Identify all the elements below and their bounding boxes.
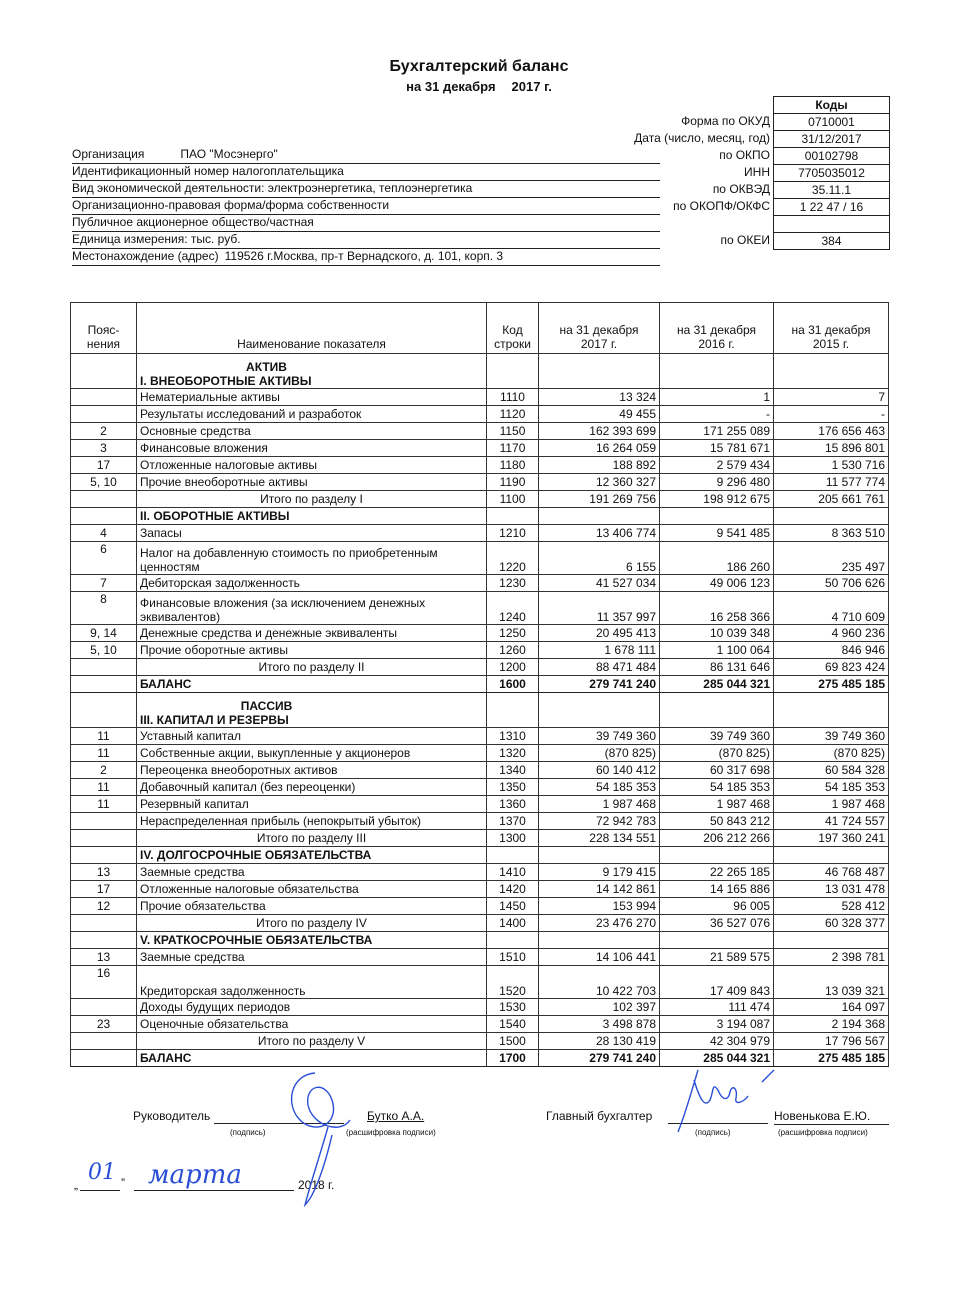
table-row: 3 Финансовые вложения 1170 16 264 059 15 781 671 15 896 801 xyxy=(71,440,889,457)
table-row: 7 Дебиторская задолженность 1230 41 527 034 49 006 123 50 706 626 xyxy=(71,575,889,592)
table-row: 2 Основные средства 1150 162 393 699 171 255 089 176 656 463 xyxy=(71,423,889,440)
table-row: 11 Уставный капитал 1310 39 749 360 39 749 360 39 749 360 xyxy=(71,728,889,745)
accountant-decode-caption: (расшифровка подписи) xyxy=(778,1128,868,1137)
header-2017: на 31 декабря 2017 г. xyxy=(539,303,660,354)
date-quote-open: „ xyxy=(74,1178,78,1192)
legal-form-line: Организационно-правовая форма/форма собственности xyxy=(72,198,660,215)
table-row: 11 Резервный капитал 1360 1 987 468 1 987 468 1 987 468 xyxy=(71,796,889,813)
table-header-row xyxy=(71,303,889,354)
unit-line: Единица измерения: тыс. руб. xyxy=(72,232,660,249)
section-5-row xyxy=(71,932,889,949)
section-4-title: IV. ДОЛГОСРОЧНЫЕ ОБЯЗАТЕЛЬСТВА xyxy=(137,847,487,864)
org-label: Организация xyxy=(72,147,145,161)
code-empty xyxy=(774,216,889,233)
table-row: 2 Переоценка внеоборотных активов 1340 60 140 412 60 317 698 60 584 328 xyxy=(71,762,889,779)
table-row: Нематериальные активы 1110 13 324 1 7 xyxy=(71,389,889,406)
accountant-signature-icon xyxy=(670,1060,790,1140)
address-value: 119526 г.Москва, пр-т Вернадского, д. 101, корп. 3 xyxy=(224,249,504,263)
balance-liabilities-row: БАЛАНС 1700 279 741 240 285 044 321 275 485 185 xyxy=(71,1050,889,1067)
balance-table xyxy=(70,302,889,1067)
table-row: 4 Запасы 1210 13 406 774 9 541 485 8 363 510 xyxy=(71,525,889,542)
org-line xyxy=(72,147,660,164)
section-heading-row xyxy=(71,693,889,728)
table-row: 11 Собственные акции, выкупленные у акционеров 1320 (870 825) (870 825) (870 825) xyxy=(71,745,889,762)
header-2016: на 31 декабря 2016 г. xyxy=(660,303,774,354)
address-label: Местонахождение (адрес) xyxy=(72,249,219,263)
table-row: Результаты исследований и разработок 1120 49 455 - - xyxy=(71,406,889,423)
code-date: 31/12/2017 xyxy=(774,131,889,148)
date-day: 01 xyxy=(88,1160,116,1185)
header-name: Наименование показателя xyxy=(137,303,487,354)
label-okopf: по ОКОПФ/ОКФС xyxy=(673,199,770,213)
subtitle-year: 2017 г. xyxy=(511,79,552,94)
table-row: Нераспределенная прибыль (непокрытый убыток) 1370 72 942 783 50 843 212 41 724 557 xyxy=(71,813,889,830)
document-title: Бухгалтерский баланс xyxy=(389,58,569,75)
code-okei: 384 xyxy=(821,234,842,248)
code-inn: 7705035012 xyxy=(774,165,889,182)
head-decode-caption: (расшифровка подписи) xyxy=(346,1128,436,1137)
total-row-section-4: Итого по разделу IV 1400 23 476 270 36 527 076 60 328 377 xyxy=(71,915,889,932)
head-signature-icon xyxy=(270,1065,370,1215)
table-row: 17 Отложенные налоговые обязательства 1420 14 142 861 14 165 886 13 031 478 xyxy=(71,881,889,898)
section-2-title: II. ОБОРОТНЫЕ АКТИВЫ xyxy=(137,508,487,525)
head-name: Бутко А.А. xyxy=(367,1109,425,1123)
label-okved: по ОКВЭД xyxy=(712,182,770,196)
table-row: 5, 10 Прочие оборотные активы 1260 1 678 111 1 100 064 846 946 xyxy=(71,642,889,659)
codes-box xyxy=(773,96,890,250)
legal-form-value: Публичное акционерное общество/частная xyxy=(72,215,660,232)
header-notes: Пояс- нения xyxy=(71,303,137,354)
table-row: 13 Заемные средства 1510 14 106 441 21 589 575 2 398 781 xyxy=(71,949,889,966)
accountant-name: Новенькова Е.Ю. xyxy=(774,1109,889,1125)
header-2015: на 31 декабря 2015 г. xyxy=(774,303,889,354)
date-day-line xyxy=(80,1190,120,1191)
label-okud: Форма по ОКУД xyxy=(681,114,770,128)
label-date: Дата (число, месяц, год) xyxy=(634,131,770,145)
section-4-row xyxy=(71,847,889,864)
code-okpo: 00102798 xyxy=(774,148,889,165)
accountant-label: Главный бухгалтер xyxy=(546,1109,653,1123)
code-okud: 0710001 xyxy=(774,114,889,131)
table-row: 5, 10 Прочие внеоборотные активы 1190 12 360 327 9 296 480 11 577 774 xyxy=(71,474,889,491)
table-row: 8 Финансовые вложения (за исключением денежных эквивалентов) 1240 11 357 997 16 258 366 4 710 609 xyxy=(71,592,889,625)
section-5-title: V. КРАТКОСРОЧНЫЕ ОБЯЗАТЕЛЬСТВА xyxy=(137,932,487,949)
section-3-title: III. КАПИТАЛ И РЕЗЕРВЫ xyxy=(140,713,289,727)
label-inn: ИНН xyxy=(744,165,770,179)
date-year: 2018 г. xyxy=(298,1178,335,1192)
total-row-section-3: Итого по разделу III 1300 228 134 551 206 212 266 197 360 241 xyxy=(71,830,889,847)
date-month: марта xyxy=(148,1160,242,1190)
inn-line: Идентификационный номер налогоплательщика xyxy=(72,164,660,181)
code-okopf: 1 22 47 / 16 xyxy=(774,199,889,216)
activity-line: Вид экономической деятельности: электроэнергетика, теплоэнергетика xyxy=(72,181,660,198)
table-row: 11 Добавочный капитал (без переоценки) 1350 54 185 353 54 185 353 54 185 353 xyxy=(71,779,889,796)
table-row: 13 Заемные средства 1410 9 179 415 22 265 185 46 768 487 xyxy=(71,864,889,881)
section-1-title: I. ВНЕОБОРОТНЫЕ АКТИВЫ xyxy=(140,374,312,388)
table-row: Доходы будущих периодов 1530 102 397 111 474 164 097 xyxy=(71,999,889,1016)
table-row: 17 Отложенные налоговые активы 1180 188 892 2 579 434 1 530 716 xyxy=(71,457,889,474)
head-sign-caption: (подпись) xyxy=(230,1128,266,1137)
codes-header: Коды xyxy=(774,97,889,114)
label-okpo: по ОКПО xyxy=(719,148,770,162)
assets-heading: АКТИВ xyxy=(246,360,287,374)
table-row: 23 Оценочные обязательства 1540 3 498 878 3 194 087 2 194 368 xyxy=(71,1016,889,1033)
date-quote-close: ” xyxy=(121,1176,125,1190)
subtitle-date: на 31 декабря xyxy=(406,79,496,94)
total-row-section-2: Итого по разделу II 1200 88 471 484 86 131 646 69 823 424 xyxy=(71,659,889,676)
table-row: 12 Прочие обязательства 1450 153 994 96 005 528 412 xyxy=(71,898,889,915)
document-subtitle xyxy=(0,79,958,94)
accountant-sign-caption: (подпись) xyxy=(695,1128,731,1137)
table-row: 16 Кредиторская задолженность 1520 10 422 703 17 409 843 13 039 321 xyxy=(71,966,889,999)
section-2-row xyxy=(71,508,889,525)
total-row-section-5: Итого по разделу V 1500 28 130 419 42 304 979 17 796 567 xyxy=(71,1033,889,1050)
head-label: Руководитель xyxy=(133,1109,211,1123)
balance-assets-row: БАЛАНС 1600 279 741 240 285 044 321 275 485 185 xyxy=(71,676,889,693)
table-row: 9, 14 Денежные средства и денежные эквиваленты 1250 20 495 413 10 039 348 4 960 236 xyxy=(71,625,889,642)
table-row: 6 Налог на добавленную стоимость по приобретенным ценностям 1220 6 155 186 260 235 497 xyxy=(71,542,889,575)
org-value: ПАО "Мосэнерго" xyxy=(180,147,278,161)
liabilities-heading: ПАССИВ xyxy=(240,699,293,713)
total-row-section-1: Итого по разделу I 1100 191 269 756 198 912 675 205 661 761 xyxy=(71,491,889,508)
label-okei: по ОКЕИ xyxy=(720,233,770,247)
code-okved: 35.11.1 xyxy=(774,182,889,199)
section-heading-row xyxy=(71,354,889,389)
header-code: Код строки xyxy=(487,303,539,354)
address-line xyxy=(72,249,660,266)
